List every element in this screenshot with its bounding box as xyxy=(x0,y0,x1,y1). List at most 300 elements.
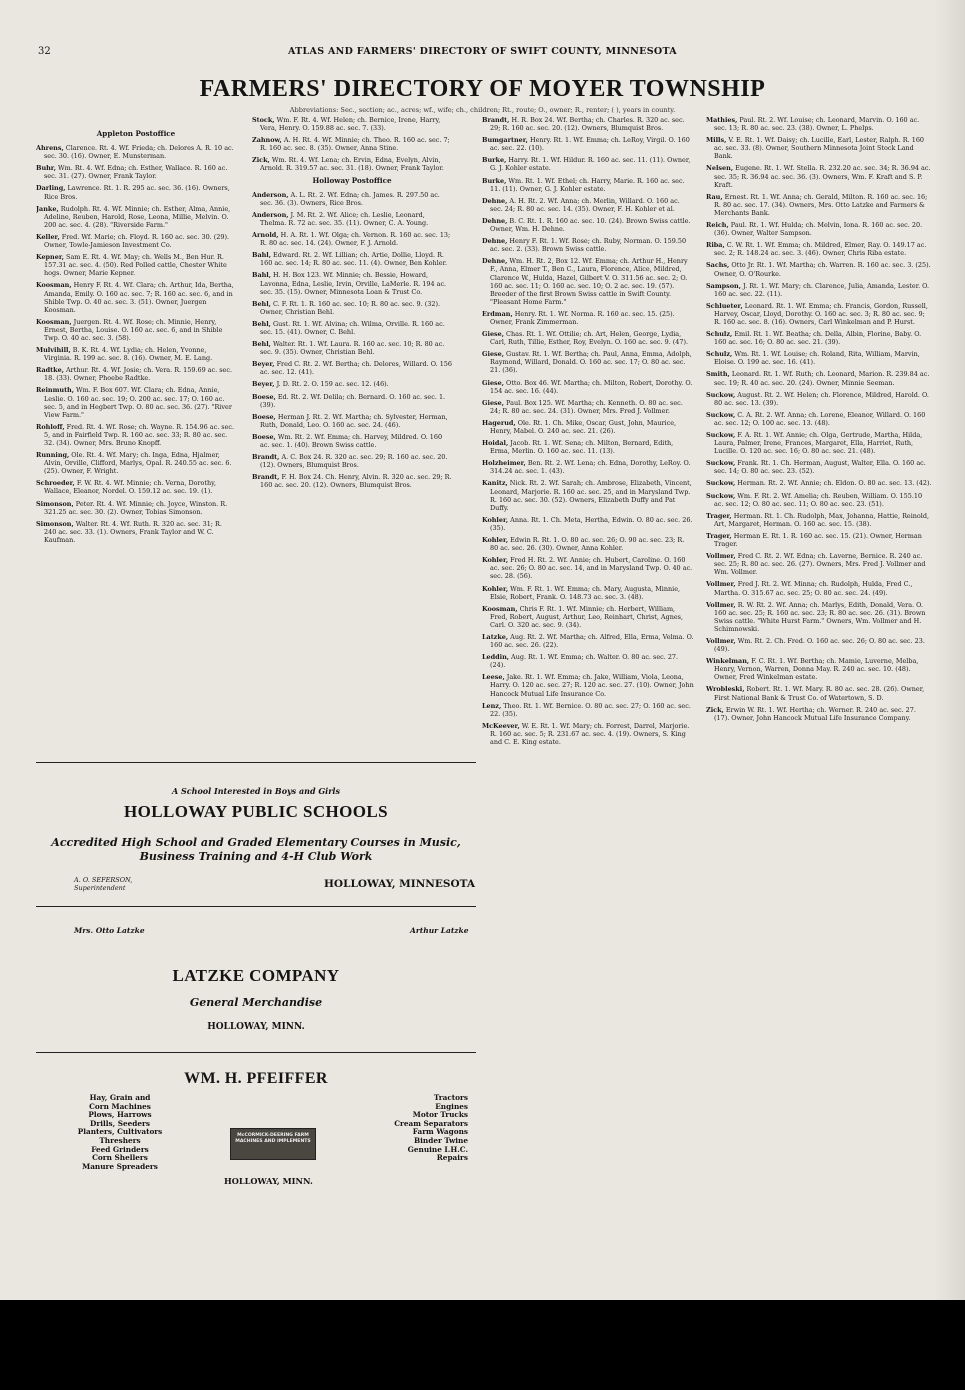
entry-surname: Schlueter, xyxy=(706,301,743,310)
entry-details: Anna. Rt. 1. Ch. Meta, Hertha, Edwin. O. 80 ac. sec. 26. (35). xyxy=(490,515,693,532)
entry-surname: McKeever, xyxy=(482,721,520,730)
entry-details: Wm. F. Box 607. Wf. Clara; ch. Edna, Annie, Leslie. O. 160 ac. sec. 19; O. 200 ac. sec. 17; O. 160 ac. sec. 5, and in Hegbert Twp. O. 80 ac. sec. 36. (27). "River View Farm." xyxy=(44,386,232,419)
entry-surname: Mulvihill, xyxy=(36,346,71,355)
entry-surname: Smith, xyxy=(706,370,730,379)
entry-surname: Kanitz, xyxy=(482,479,508,488)
directory-entry xyxy=(36,144,236,160)
entry-details: Wm. F. Rt. 2. Wf. Amelia; ch. Reuben, William. O. 155.10 ac. sec. 12; O. 80 ac. sec. 11; O. 80 ac. sec. 23. (51). xyxy=(714,491,923,508)
entry-details: J. Rt. 1. Wf. Mary; ch. Clarence, Julia, Amanda, Lester. O. 160 ac. sec. 22. (11). xyxy=(714,281,930,298)
entry-surname: Running, xyxy=(36,451,70,460)
entry-surname: Zick, xyxy=(252,156,270,165)
entry-details: Aug. Rt. 2. Wf. Martha; ch. Alfred, Ella, Erma, Velma. O. 160 ac. sec. 26. (22). xyxy=(490,632,694,650)
entry-details: F. A. Rt. 1. Wf. Annie; ch. Olga, Gertrude, Martha, Hilda, Laura, Palmer, Irene, Frances, Margaret, Ella, Harriet, Ruth, Lucille. O. 120 ac. sec. 16; O. 80 ac. sec. 21. (48). xyxy=(714,431,923,456)
directory-entry xyxy=(36,253,236,277)
entry-details: Herman J. Rt. 2. Wf. Martha; ch. Sylvester, Herman, Ruth, Donald, Leo. O. 160 ac. sec. 24. (46). xyxy=(260,412,448,429)
pfeiffer-location: HOLLOWAY, MINN. xyxy=(224,1176,313,1186)
latzke-company-name: LATZKE COMPANY xyxy=(172,966,340,985)
directory-entry xyxy=(706,601,932,633)
entry-details: Gustav. Rt. 1. Wf. Bertha; ch. Paul, Anna, Emma, Adolph, Raymond, Willard, Donald. O. 160 ac. sec. 17; O. 80 ac. sec. 21. (36). xyxy=(490,350,692,375)
entry-surname: Simonson, xyxy=(36,499,74,508)
product-line: Genuine I.H.C. xyxy=(407,1144,468,1154)
entry-details: Henry F. Rt. 1. Wf. Rose; ch. Ruby, Norman. O. 159.50 ac. sec. 2. (33). Brown Swiss cattle. xyxy=(490,237,687,254)
entry-details: Wm. F. Rt. 1. Wf. Emma; ch. Mary, Augusta, Minnie, Elsie, Robert, Frank. O. 148.73 ac. sec. 3. (48). xyxy=(490,584,681,601)
entry-details: Ole. Rt. 4. Wf. Mary; ch. Inga, Edna, Hjalmer, Alvin, Orville, Clifford, Marlys, Opal. R. 240.55 ac. sec. 6. (25). Owner, F. Wright. xyxy=(44,451,232,476)
directory-entry xyxy=(482,673,694,697)
entry-surname: Bumgartner, xyxy=(482,136,528,145)
entry-surname: Dehne, xyxy=(482,257,508,266)
entry-surname: Hoidal, xyxy=(482,439,509,448)
entry-surname: Vollmer, xyxy=(706,580,736,589)
entry-details: Lawrence. Rt. 1. R. 295 ac. sec. 36. (16). Owners, Rice Bros. xyxy=(44,184,230,201)
directory-entry xyxy=(36,423,236,447)
latzke-left-name: Mrs. Otto Latzke xyxy=(74,926,145,935)
entry-details: Emil. Rt. 1. Wf. Beatha; ch. Della, Albin, Florine, Baby. O. 160 ac. sec. 16; O. 80 ac. sec. 21. (39). xyxy=(714,330,922,347)
entry-details: Fred H. Rt. 2. Wf. Annie; ch. Hubert, Caroline. O. 160 ac. sec. 26; O. 80 ac. sec. 14, and in Marysland Twp. O. 40 ac. sec. 28. (56). xyxy=(490,556,693,581)
directory-entry xyxy=(706,431,932,455)
directory-entry xyxy=(706,512,932,528)
directory-entry xyxy=(482,633,694,649)
entry-surname: Trager, xyxy=(706,531,732,540)
entry-surname: Dehne, xyxy=(482,196,508,205)
entry-details: August. Rt. 2. Wf. Helen; ch. Florence, Mildred, Harold. O. 80 ac. sec. 13. (39). xyxy=(714,390,929,407)
entry-details: F. W. Rt. 4. Wf. Minnie; ch. Verna, Dorothy, Wallace, Eleanor, Nordel. O. 159.12 ac. sec. 19. (1). xyxy=(44,479,216,496)
entry-surname: Giese, xyxy=(482,350,505,359)
directory-entry xyxy=(482,310,694,326)
entry-surname: Giese, xyxy=(482,398,505,407)
entry-details: W. E. Rt. 1. Wf. Mary; ch. Forrest, Darrel, Marjorie. R. 160 ac. sec. 5; R. 231.67 ac. sec. 4. (19). Owners, S. King and C. E. King estate. xyxy=(490,721,690,746)
directory-entry xyxy=(482,605,694,629)
directory-entry xyxy=(706,241,932,257)
entry-surname: Schulz, xyxy=(706,330,733,339)
entry-surname: Zick, xyxy=(706,705,724,714)
directory-entry xyxy=(252,116,452,132)
entry-surname: Koosman, xyxy=(482,604,518,613)
superintendent-title: Superintendent xyxy=(74,884,126,892)
entry-surname: Keller, xyxy=(36,232,60,241)
entry-details: Fred C. Rt. 2. Wf. Bertha; ch. Delores, Willard. O. 156 ac. sec. 12. (41). xyxy=(260,360,452,377)
entry-details: Jake. Rt. 1. Wf. Emma; ch. Jake, William, Viola, Leona, Harry. O. 120 ac. sec. 27; R. 120 ac. sec. 27. (10). Owner, John Hancock Mutual Life Insurance Co. xyxy=(490,673,694,698)
entry-surname: Vollmer, xyxy=(706,636,736,645)
product-line: Repairs xyxy=(436,1153,468,1163)
entry-details: Chris F. Rt. 1. Wf. Minnie; ch. Herbert, William, Fred, Robert, August, Arthur, Leo, Reinhart, Christ, Agnes, Carl. O. 320 ac. sec. 9. (34). xyxy=(490,604,684,629)
entry-details: Arthur. Rt. 4. Wf. Josie; ch. Vera. R. 159.69 ac. sec. 18. (33). Owner, Phoebe Radtke. xyxy=(44,366,233,383)
directory-entry xyxy=(706,580,932,596)
directory-entry xyxy=(706,411,932,427)
entry-surname: Anderson, xyxy=(252,210,289,219)
entry-details: Wm. Rt. 2. Ch. Fred. O. 160 ac. sec. 26; O. 80 ac. sec. 23. (49). xyxy=(714,636,925,654)
directory-entry xyxy=(482,136,694,152)
product-line: Corn Shellers xyxy=(92,1153,148,1163)
entry-surname: Sampson, xyxy=(706,281,741,290)
entry-surname: Ahrens, xyxy=(36,144,64,153)
entry-surname: Koosman, xyxy=(36,317,72,326)
entry-details: Paul. Rt. 1. Wf. Hulda; ch. Melvin, Iona. R. 160 ac. sec. 20. (36). Owner, Walter Sampson. xyxy=(714,221,923,238)
entry-surname: Reinmuth, xyxy=(36,386,74,395)
entry-surname: Janke, xyxy=(36,204,59,213)
entry-surname: Kohler, xyxy=(482,584,509,593)
entry-surname: Mills, xyxy=(706,136,727,145)
directory-entry xyxy=(706,685,932,701)
directory-entry xyxy=(706,261,932,277)
directory-entry xyxy=(706,350,932,366)
entry-details: Paul. Rt. 2. Wf. Louise; ch. Leonard, Marvin. O. 160 ac. sec. 13; R. 80 ac. sec. 23. (38). Owner, L. Phelps. xyxy=(714,116,920,133)
directory-entry xyxy=(706,164,932,188)
entry-surname: Erdman, xyxy=(482,309,513,318)
entry-surname: Latzke, xyxy=(482,632,509,641)
entry-details: Henry. Rt. 1. Wf. Norma. R. 160 ac. sec. 15. (25). Owner, Frank Zimmerman. xyxy=(490,309,675,326)
product-line: Planters, Cultivators xyxy=(77,1127,163,1137)
directory-entry xyxy=(482,556,694,580)
entry-details: Harry. Rt. 1. Wf. Hildur. R. 160 ac. sec. 11. (11). Owner, G. J. Kohler estate. xyxy=(490,156,691,173)
entry-details: Eugene. Rt. 1. Wf. Stella. R. 232.20 ac. sec. 34; R. 36.94 ac. sec. 35; R. 36.94 ac. sec. 36. (3). Owners, Wm. F. Kraft and S. P. Kraft. xyxy=(714,164,931,189)
page-title: FARMERS' DIRECTORY OF MOYER TOWNSHIP xyxy=(199,76,766,102)
entry-details: Rudolph. Rt. 4. Wf. Minnie; ch. Esther, Alma, Annie, Adeline, Reuben, Harold, Rose, Leona, Millie, Melvin. O. 200 ac. sec. 4. (28). "Riverside Farm." xyxy=(44,204,231,229)
entry-surname: Radtke, xyxy=(36,366,64,375)
entry-surname: Holzheimer, xyxy=(482,459,526,468)
entry-details: A. L. Rt. 2. Wf. Edna; ch. James. R. 297.50 ac. sec. 36. (3). Owners, Rice Bros. xyxy=(260,190,440,207)
directory-entry xyxy=(252,433,452,449)
entry-details: C. A. Rt. 2. Wf. Anna; ch. Lorene, Eleanor, Willard. O. 160 ac. sec. 12; O. 100 ac. sec. 13. (48). xyxy=(714,410,926,427)
latzke-right-name: Arthur Latzke xyxy=(410,926,469,935)
directory-entry xyxy=(706,706,932,722)
entry-surname: Winkelman, xyxy=(706,657,750,666)
directory-entry xyxy=(482,585,694,601)
entry-details: Aug. Rt. 1. Wf. Emma; ch. Walter. O. 80 ac. sec. 27. (24). xyxy=(490,653,679,670)
product-line: Farm Wagons xyxy=(412,1127,468,1137)
directory-entry xyxy=(706,552,932,576)
entry-surname: Koosman, xyxy=(36,281,72,290)
school-name: HOLLOWAY PUBLIC SCHOOLS xyxy=(124,802,388,821)
divider xyxy=(36,906,476,907)
entry-details: Otto. Box 46. Wf. Martha; ch. Milton, Robert, Dorothy. O. 154 ac. sec. 16. (44). xyxy=(490,378,693,395)
entry-surname: Boese, xyxy=(252,412,276,421)
entry-details: Herman. Rt. 2. Wf. Annie; ch. Eldon. O. 80 ac. sec. 13. (42). xyxy=(735,479,932,488)
latzke-subtitle: General Merchandise xyxy=(189,996,323,1009)
entry-details: Ben. Rt. 2. Wf. Lena; ch. Edna, Dorothy, LeRoy. O. 314.24 ac. sec. 1. (43). xyxy=(490,459,691,476)
entry-details: Edwin R. Rt. 1. O. 80 ac. sec. 26; O. 90 ac. sec. 23; R. 80 ac. sec. 26. (30). Owner, Anna Kohler. xyxy=(490,536,685,553)
directory-entry xyxy=(252,191,452,207)
directory-entry xyxy=(252,156,452,172)
entry-details: R. W. Rt. 2. Wf. Anna; ch. Marlys, Edith, Donald, Vera. O. 160 ac. sec. 25; R. 160 ac. sec. 23; R. 80 ac. sec. 26. (31). Brown Swiss cattle. "White Hurst Farm." Owners, Wm. Vollmer and H. Schimnowski. xyxy=(714,600,926,633)
entry-surname: Boese, xyxy=(252,432,276,441)
entry-surname: Dehne, xyxy=(482,237,508,246)
entry-details: Ed. Rt. 2. Wf. Delila; ch. Bernard. O. 160 ac. sec. 1. (39). xyxy=(260,392,446,409)
product-line: Drills, Seeders xyxy=(90,1118,150,1128)
product-line: Corn Machines xyxy=(89,1101,151,1111)
superintendent-credit xyxy=(74,876,132,892)
entry-details: Walter. Rt. 1. Wf. Laura. R. 160 ac. sec. 10; R. 80 ac. sec. 9. (35). Owner, Christian Behl. xyxy=(260,340,445,357)
entry-surname: Suckow, xyxy=(706,431,736,439)
directory-entry xyxy=(482,217,694,233)
directory-entry xyxy=(252,211,452,227)
entry-details: Clarence. Rt. 4. Wf. Frieda; ch. Delores A. R. 10 ac. sec. 30. (16). Owner, E. Munsterman. xyxy=(44,144,234,161)
entry-details: Chas. Rt. 1. Wf. Ottilie; ch. Art, Helen, George, Lydia, Carl, Ruth, Tillie, Esther, Roy, Evelyn. O. 160 ac. sec. 9. (47). xyxy=(490,330,689,347)
abbreviations-line: Abbreviations: Sec., section; ac., acres; wf., wife; ch., children; Rt., route; O., owner; R., renter; ( ), years in county. xyxy=(289,106,676,114)
entry-details: Ernest. Rt. 1. Wf. Anna; ch. Gerald, Milton. R. 160 ac. sec. 16; R. 80 ac. sec. 17. (34). Owners, Mrs. Otto Latzke and Farmers & Merchants Bank. xyxy=(714,192,928,217)
product-line: Manure Spreaders xyxy=(82,1161,158,1171)
latzke-location: HOLLOWAY, MINN. xyxy=(207,1022,305,1032)
entry-details: Wm. Rt. 1. Wf. Louise; ch. Roland, Rita, William, Marvin, Eloise. O. 199 ac. sec. 16. (41). xyxy=(714,350,920,367)
directory-entry xyxy=(482,330,694,346)
entry-surname: Sachs, xyxy=(706,261,730,270)
entry-details: Nick. Rt. 2. Wf. Sarah; ch. Ambrose, Elizabeth, Vincent, Leonard, Marjorie. R. 160 ac. sec. 25, and in Marysland Twp. R. 160 ac. sec. 30. (52). Owners, Elizabeth Duffy and Pat Duffy. xyxy=(490,479,692,512)
entry-surname: Mathies, xyxy=(706,116,738,124)
entry-details: Herman E. Rt. 1. R. 160 ac. sec. 15. (21). Owner, Herman Trager. xyxy=(714,531,922,549)
school-tagline: A School Interested in Boys and Girls xyxy=(172,786,340,796)
entry-details: Peter. Rt. 4. Wf. Minnie; ch. Joyce, Winston. R. 321.25 ac. sec. 30. (2). Owner, Tobias Simonson. xyxy=(44,499,228,516)
directory-entry xyxy=(482,257,694,306)
pfeiffer-left-list xyxy=(60,1094,180,1171)
postoffice-heading: Holloway Postoffice xyxy=(312,175,392,185)
entry-details: F. H. Box 24. Ch. Henry, Alvin. R. 320 ac. sec. 29; R. 160 ac. sec. 20. (12). Owners, Blumquist Bros. xyxy=(260,473,452,490)
directory-entry xyxy=(482,702,694,718)
entry-surname: Suckow, xyxy=(706,390,736,399)
entry-details: Wm. Rt. 4. Wf. Lena; ch. Ervin, Edna, Evelyn, Alvin, Arnold. R. 319.57 ac. sec. 31. (18). Owner, Frank Taylor. xyxy=(260,156,444,173)
directory-entry xyxy=(36,318,236,342)
directory-entry xyxy=(36,500,236,516)
directory-entry xyxy=(706,302,932,326)
divider xyxy=(36,762,476,763)
directory-entry xyxy=(36,451,236,475)
directory-entry xyxy=(482,237,694,253)
directory-entry xyxy=(252,473,452,489)
directory-entry xyxy=(252,453,452,469)
directory-entry xyxy=(706,136,932,160)
entry-details: Fred. Wf. Marie; ch. Floyd. R. 160 ac. sec. 30. (29). Owner, Towle-Jamieson Investment Co. xyxy=(44,232,230,250)
entry-details: Gust. Rt. 1. Wf. Alvina; ch. Wilma, Orville. R. 160 ac. sec. 15. (41). Owner, C. Behl. xyxy=(260,319,445,336)
entry-surname: Leddin, xyxy=(482,653,509,662)
entry-surname: Suckow, xyxy=(706,479,736,488)
directory-entry xyxy=(252,413,452,429)
directory-entry xyxy=(36,281,236,313)
entry-details: C. W. Rt. 1. Wf. Emma; ch. Mildred, Elmer, Ray. O. 149.17 ac. sec. 2; R. 148.24 ac. sec. 3. (46). Owner, Chris Riba estate. xyxy=(714,241,927,258)
entry-details: A. H. Rt. 4. Wf. Minnie; ch. Theo. R. 160 ac. sec. 7; R. 160 ac. sec. 8. (35). Owner, Anna Stine. xyxy=(260,136,450,153)
entry-details: Leonard. Rt. 1. Wf. Ruth; ch. Leonard, Marion. R. 239.84 ac. sec. 19; R. 40 ac. sec. 20. (24). Owner, Minnie Seeman. xyxy=(714,370,930,387)
directory-entry xyxy=(36,233,236,249)
entry-details: F. C. Rt. 1. Wf. Bertha; ch. Mamie, Luverne, Melba, Henry, Vernon, Warren, Donna May. R. 240 ac. sec. 10. (48). Owner, Fred Winkelman estate. xyxy=(714,657,919,682)
directory-entry xyxy=(36,386,236,418)
postoffice-heading: Appleton Postoffice xyxy=(96,129,176,138)
entry-surname: Rohloff, xyxy=(36,422,65,431)
entry-details: Wm. Rt. 4. Wf. Edna; ch. Esther, Wallace. R. 160 ac. sec. 31. (27). Owner, Frank Taylor. xyxy=(44,164,228,181)
product-line: Plows, Harrows xyxy=(88,1110,152,1120)
entry-surname: Darling, xyxy=(36,184,66,193)
directory-entry xyxy=(706,657,932,681)
entry-surname: Vollmer, xyxy=(706,600,736,609)
product-line: Tractors xyxy=(433,1093,468,1102)
directory-entry xyxy=(482,459,694,475)
entry-details: Jacob. Rt. 1. Wf. Sena; ch. Milton, Bernard, Edith, Erma, Merlin. O. 160 ac. sec. 11. (13). xyxy=(490,439,674,456)
entry-surname: Burke, xyxy=(482,156,507,165)
directory-entry xyxy=(482,536,694,552)
entry-details: Fred J. Rt. 2. Wf. Minna; ch. Rudolph, Hulda, Fred C., Martha. O. 315.67 ac. sec. 25; O. 80 ac. sec. 24. (49). xyxy=(714,580,913,597)
directory-entry xyxy=(482,439,694,455)
entry-details: J. D. Rt. 2. O. 159 ac. sec. 12. (46). xyxy=(274,380,389,389)
directory-entry xyxy=(706,282,932,298)
entry-details: A. C. Box 24. R. 320 ac. sec. 29; R. 160 ac. sec. 20. (12). Owners, Blumquist Bros. xyxy=(260,453,448,470)
product-line: Binder Twine xyxy=(413,1135,468,1145)
entry-surname: Giese, xyxy=(482,378,505,387)
entry-details: Henry F. Rt. 4. Wf. Clara; ch. Arthur, Ida, Bertha, Amanda, Emily. O. 160 ac. sec. 7; R. 160 ac. sec. 6, and in Shible Twp. O. 40 ac. sec. 3. (51). Owner, Juergen Koosman. xyxy=(44,281,234,314)
entry-surname: Suckow, xyxy=(706,410,736,419)
directory-entry xyxy=(252,380,452,388)
directory-entry xyxy=(482,653,694,669)
product-line: Cream Separators xyxy=(394,1118,468,1128)
entry-details: Sam E. Rt. 4. Wf. May; ch. Wells M., Ben Hur. R. 157.31 ac. sec. 4. (50). Red Polled cattle, Chester White hogs. Owner, Marie Kepner. xyxy=(44,253,227,278)
entry-surname: Rau, xyxy=(706,192,723,201)
directory-entry xyxy=(706,637,932,653)
entry-details: Robert. Rt. 1. Wf. Mary. R. 80 ac. sec. 28. (26). Owner, First National Bank & Trust Co. of Watertown, S. D. xyxy=(714,685,925,702)
directory-entry xyxy=(482,722,694,746)
directory-entry xyxy=(36,184,236,200)
directory-column-1 xyxy=(36,128,236,758)
directory-entry xyxy=(482,399,694,415)
entry-details: Ole. Rt. 1. Ch. Mike, Oscar, Gust, John, Maurice, Henry, Mabel. O. 240 ac. sec. 21. (26). xyxy=(490,418,677,435)
directory-entry xyxy=(36,205,236,229)
entry-surname: Behl, xyxy=(252,340,271,349)
directory-entry xyxy=(36,164,236,180)
entry-surname: Suckow, xyxy=(706,459,736,468)
directory-entry xyxy=(482,197,694,213)
entry-surname: Reich, xyxy=(706,221,729,230)
entry-details: Fred. Rt. 4. Wf. Rose; ch. Wayne. R. 154.96 ac. sec. 5, and in Fairfield Twp. R. 160 ac. sec. 33; R. 80 ac. sec. 32. (34). Owner, Mrs. Bruno Knopff. xyxy=(44,422,235,447)
product-line: Hay, Grain and xyxy=(89,1093,151,1102)
entry-surname: Nelsen, xyxy=(706,164,734,173)
product-line: Threshers xyxy=(99,1135,141,1145)
running-head: ATLAS AND FARMERS' DIRECTORY OF SWIFT COUNTY, MINNESOTA xyxy=(288,46,677,57)
entry-details: V. E. Rt. 1. Wf. Daisy; ch. Lucille, Earl, Lester, Ralph. R. 160 ac. sec. 33. (8). Owner, Southern Minnesota Joint Stock Land Bank. xyxy=(714,136,925,161)
entry-details: H. R. Box 24. Wf. Bertha; ch. Charles. R. 320 ac. sec. 29; R. 160 ac. sec. 20. (12). Owners, Blumquist Bros. xyxy=(490,116,685,133)
entry-surname: Beyer, xyxy=(252,380,275,389)
entry-surname: Brandt, xyxy=(252,473,280,482)
directory-entry xyxy=(252,136,452,152)
directory-entry xyxy=(252,320,452,336)
entry-details: H. H. Box 123. Wf. Minnie; ch. Bessie, Howard, Lavonna, Edna, Leslie, Irvin, Orville, LaMerle. R. 194 ac. sec. 35. (15). Owner, Minnesota Loan & Trust Co. xyxy=(260,271,447,296)
directory-entry xyxy=(706,479,932,487)
pfeiffer-right-list xyxy=(338,1094,468,1163)
directory-entry xyxy=(482,419,694,435)
page-shadow xyxy=(934,0,965,1300)
entry-details: H. A. Rt. 1. Wf. Olga; ch. Vernon. R. 160 ac. sec. 13; R. 80 ac. sec. 14. (24). Owner, F. J. Arnold. xyxy=(260,231,451,248)
divider xyxy=(36,1052,476,1053)
directory-entry xyxy=(482,379,694,395)
entry-details: B. K. Rt. 4. Wf. Lydia; ch. Helen, Yvonne, Virginia. R. 199 ac. sec. 8. (16). Owner, M. E. Lang. xyxy=(44,346,213,363)
entry-surname: Trager, xyxy=(706,511,732,520)
directory-entry xyxy=(706,391,932,407)
entry-details: Wm. F. Rt. 4. Wf. Helen; ch. Bernice, Irene, Harry, Vera, Henry. O. 159.88 ac. sec. 7. (33). xyxy=(260,116,441,133)
entry-details: Wm. Rt. 2. Wf. Emma; ch. Harvey, Mildred. O. 160 ac. sec. 1. (40). Brown Swiss cattle. xyxy=(260,432,443,449)
entry-details: Henry. Rt. 1. Wf. Emma; ch. LeRoy, Virgil. O. 160 ac. sec. 22. (10). xyxy=(490,136,690,153)
entry-surname: Hagerud, xyxy=(482,418,516,427)
entry-details: Herman. Rt. 1. Ch. Rudolph, Max, Johanna, Hattie, Reinold, Art, Margaret, Herman. O. 160 ac. sec. 15. (38). xyxy=(714,511,930,528)
entry-surname: Kohler, xyxy=(482,536,509,545)
entry-surname: Brandt, xyxy=(252,453,280,462)
page-number: 32 xyxy=(38,46,51,57)
entry-surname: Boese, xyxy=(252,392,276,401)
directory-entry xyxy=(706,532,932,548)
entry-details: A. H. Rt. 2. Wf. Anna; ch. Merlin, Willard. O. 160 ac. sec. 24; R. 80 ac. sec. 14. (35). Owner, F. H. Kohler et al. xyxy=(490,196,680,213)
directory-entry xyxy=(482,350,694,374)
directory-entry xyxy=(706,221,932,237)
directory-entry xyxy=(482,177,694,193)
school-location: HOLLOWAY, MINNESOTA xyxy=(324,878,476,890)
entry-details: Edward. Rt. 2. Wf. Lillian; ch. Artie, Dollie, Lloyd. R. 160 ac. sec. 14; R. 80 ac. sec. 11. (4). Owner, Ben Kohler. xyxy=(260,251,447,268)
entry-surname: Kepner, xyxy=(36,253,64,262)
entry-details: Walter. Rt. 4. Wf. Ruth. R. 320 ac. sec. 31; R. 240 ac. sec. 33. (1). Owners, Frank Taylor and W. C. Kaufman. xyxy=(44,519,222,544)
directory-entry xyxy=(252,271,452,295)
entry-surname: Suckow, xyxy=(706,491,736,500)
directory-entry xyxy=(706,459,932,475)
entry-surname: Anderson, xyxy=(252,190,289,199)
product-line: Engines xyxy=(435,1101,468,1111)
directory-entry xyxy=(706,193,932,217)
entry-details: Juergen. Rt. 4. Wf. Rose; ch. Minnie, Henry, Ernest, Bertha, Louise. O. 160 ac. sec. 6, and in Shible Twp. O. 40 ac. sec. 3. (58). xyxy=(44,317,223,342)
directory-entry xyxy=(252,340,452,356)
product-line: Motor Trucks xyxy=(412,1110,468,1120)
entry-surname: Bahl, xyxy=(252,271,271,280)
directory-entry xyxy=(482,156,694,172)
entry-surname: Zahnow, xyxy=(252,136,282,145)
entry-details: Otto Jr. Rt. 1. Wf. Martha; ch. Warren. R. 160 ac. sec. 3. (25). Owner, O. O'Rourke. xyxy=(714,261,931,278)
directory-entry xyxy=(36,479,236,495)
school-subtitle: Accredited High School and Graded Elementary Courses in Music, Business Training and 4-H Club Work xyxy=(51,836,461,863)
entry-details: B. C. Rt. 1. R. 160 ac. sec. 10. (24). Brown Swiss cattle. Owner, Wm. H. Dehne. xyxy=(490,216,691,234)
entry-details: Frank. Rt. 1. Ch. Herman, August, Walter, Ella. O. 160 ac. sec. 14; O. 80 ac. sec. 23. (52). xyxy=(714,459,926,476)
directory-entry xyxy=(252,231,452,247)
entry-surname: Wrobleski, xyxy=(706,685,745,694)
directory-entry xyxy=(252,360,452,376)
entry-details: Erwin W. Rt. 1. Wf. Hertha; ch. Werner. R. 240 ac. sec. 27. (17). Owner, John Hancock Mutual Life Insurance Company. xyxy=(714,705,916,722)
directory-entry xyxy=(706,370,932,386)
entry-surname: Dehne, xyxy=(482,216,508,225)
directory-entry xyxy=(36,520,236,544)
entry-surname: Giese, xyxy=(482,330,505,339)
entry-details: Fred C. Rt. 2. Wf. Edna; ch. Laverne, Bernice. R. 240 ac. sec. 25; R. 80 ac. sec. 26. (27). Owners, Mrs. Fred J. Vollmer and Wm. Vollmer. xyxy=(714,552,926,577)
entry-details: Wm. Rt. 1. Wf. Ethel; ch. Harry, Marie. R. 160 ac. sec. 11. (11). Owner, G. J. Kohler estate. xyxy=(490,176,685,193)
entry-details: C. F. Rt. 1. R. 160 ac. sec. 10; R. 80 ac. sec. 9. (32). Owner, Christian Behl. xyxy=(260,299,441,316)
entry-surname: Behl, xyxy=(252,299,271,308)
entry-surname: Behl, xyxy=(252,319,271,328)
directory-entry xyxy=(706,116,932,132)
entry-surname: Bahl, xyxy=(252,251,271,260)
directory-entry xyxy=(482,116,694,132)
entry-surname: Burke, xyxy=(482,176,507,185)
entry-details: Theo. Rt. 1. Wf. Bernice. O. 80 ac. sec. 27; O. 160 ac. sec. 22. (35). xyxy=(490,701,691,718)
entry-surname: Arnold, xyxy=(252,231,279,240)
entry-surname: Schulz, xyxy=(706,350,733,359)
entry-surname: Riba, xyxy=(706,241,725,250)
product-line: Feed Grinders xyxy=(91,1144,149,1154)
directory-entry xyxy=(36,366,236,382)
directory-entry xyxy=(36,346,236,362)
entry-details: Leonard. Rt. 1. Wf. Emma; ch. Francis, Gordon, Russell, Harvey, Oscar, Lloyd, Dorothy. O. 160 ac. sec. 3; R. 80 ac. sec. 9; R. 160 ac. sec. 8. (16). Owners, Carl Winkelman and P. Hurst. xyxy=(714,301,928,326)
entry-surname: Kohler, xyxy=(482,515,509,524)
entry-surname: Lenz, xyxy=(482,701,502,710)
directory-column-4 xyxy=(706,116,932,1266)
entry-surname: Stock, xyxy=(252,116,275,124)
pfeiffer-name: WM. H. PFEIFFER xyxy=(184,1070,328,1087)
directory-column-3 xyxy=(482,116,694,1266)
directory-entry xyxy=(252,251,452,267)
directory-entry xyxy=(252,300,452,316)
directory-column-2 xyxy=(252,116,452,758)
directory-entry xyxy=(252,393,452,409)
entry-surname: Kohler, xyxy=(482,556,509,565)
entry-details: J. M. Rt. 2. Wf. Alice; ch. Leslie, Leonard, Thelma. R. 72 ac. sec. 35. (11). Owner, C. A. Young. xyxy=(260,210,429,227)
directory-entry xyxy=(482,479,694,511)
entry-surname: Buhr, xyxy=(36,164,56,173)
entry-details: Wm. H. Rt. 2, Box 12. Wf. Emma; ch. Arthur H., Henry F., Anna, Elmer T., Ben C., Laura, Florence, Alice, Mildred, Clarence W., Hulda, Hazel, Gilbert V. O. 311.56 ac. sec. 2; O. 160 ac. sec. 11; O. 160 ac. sec. 10; O. 2 ac. sec. 19. (57). Breeder of the first Brown Swiss cattle in Swift County. "Pleasant Home Farm." xyxy=(490,257,688,306)
